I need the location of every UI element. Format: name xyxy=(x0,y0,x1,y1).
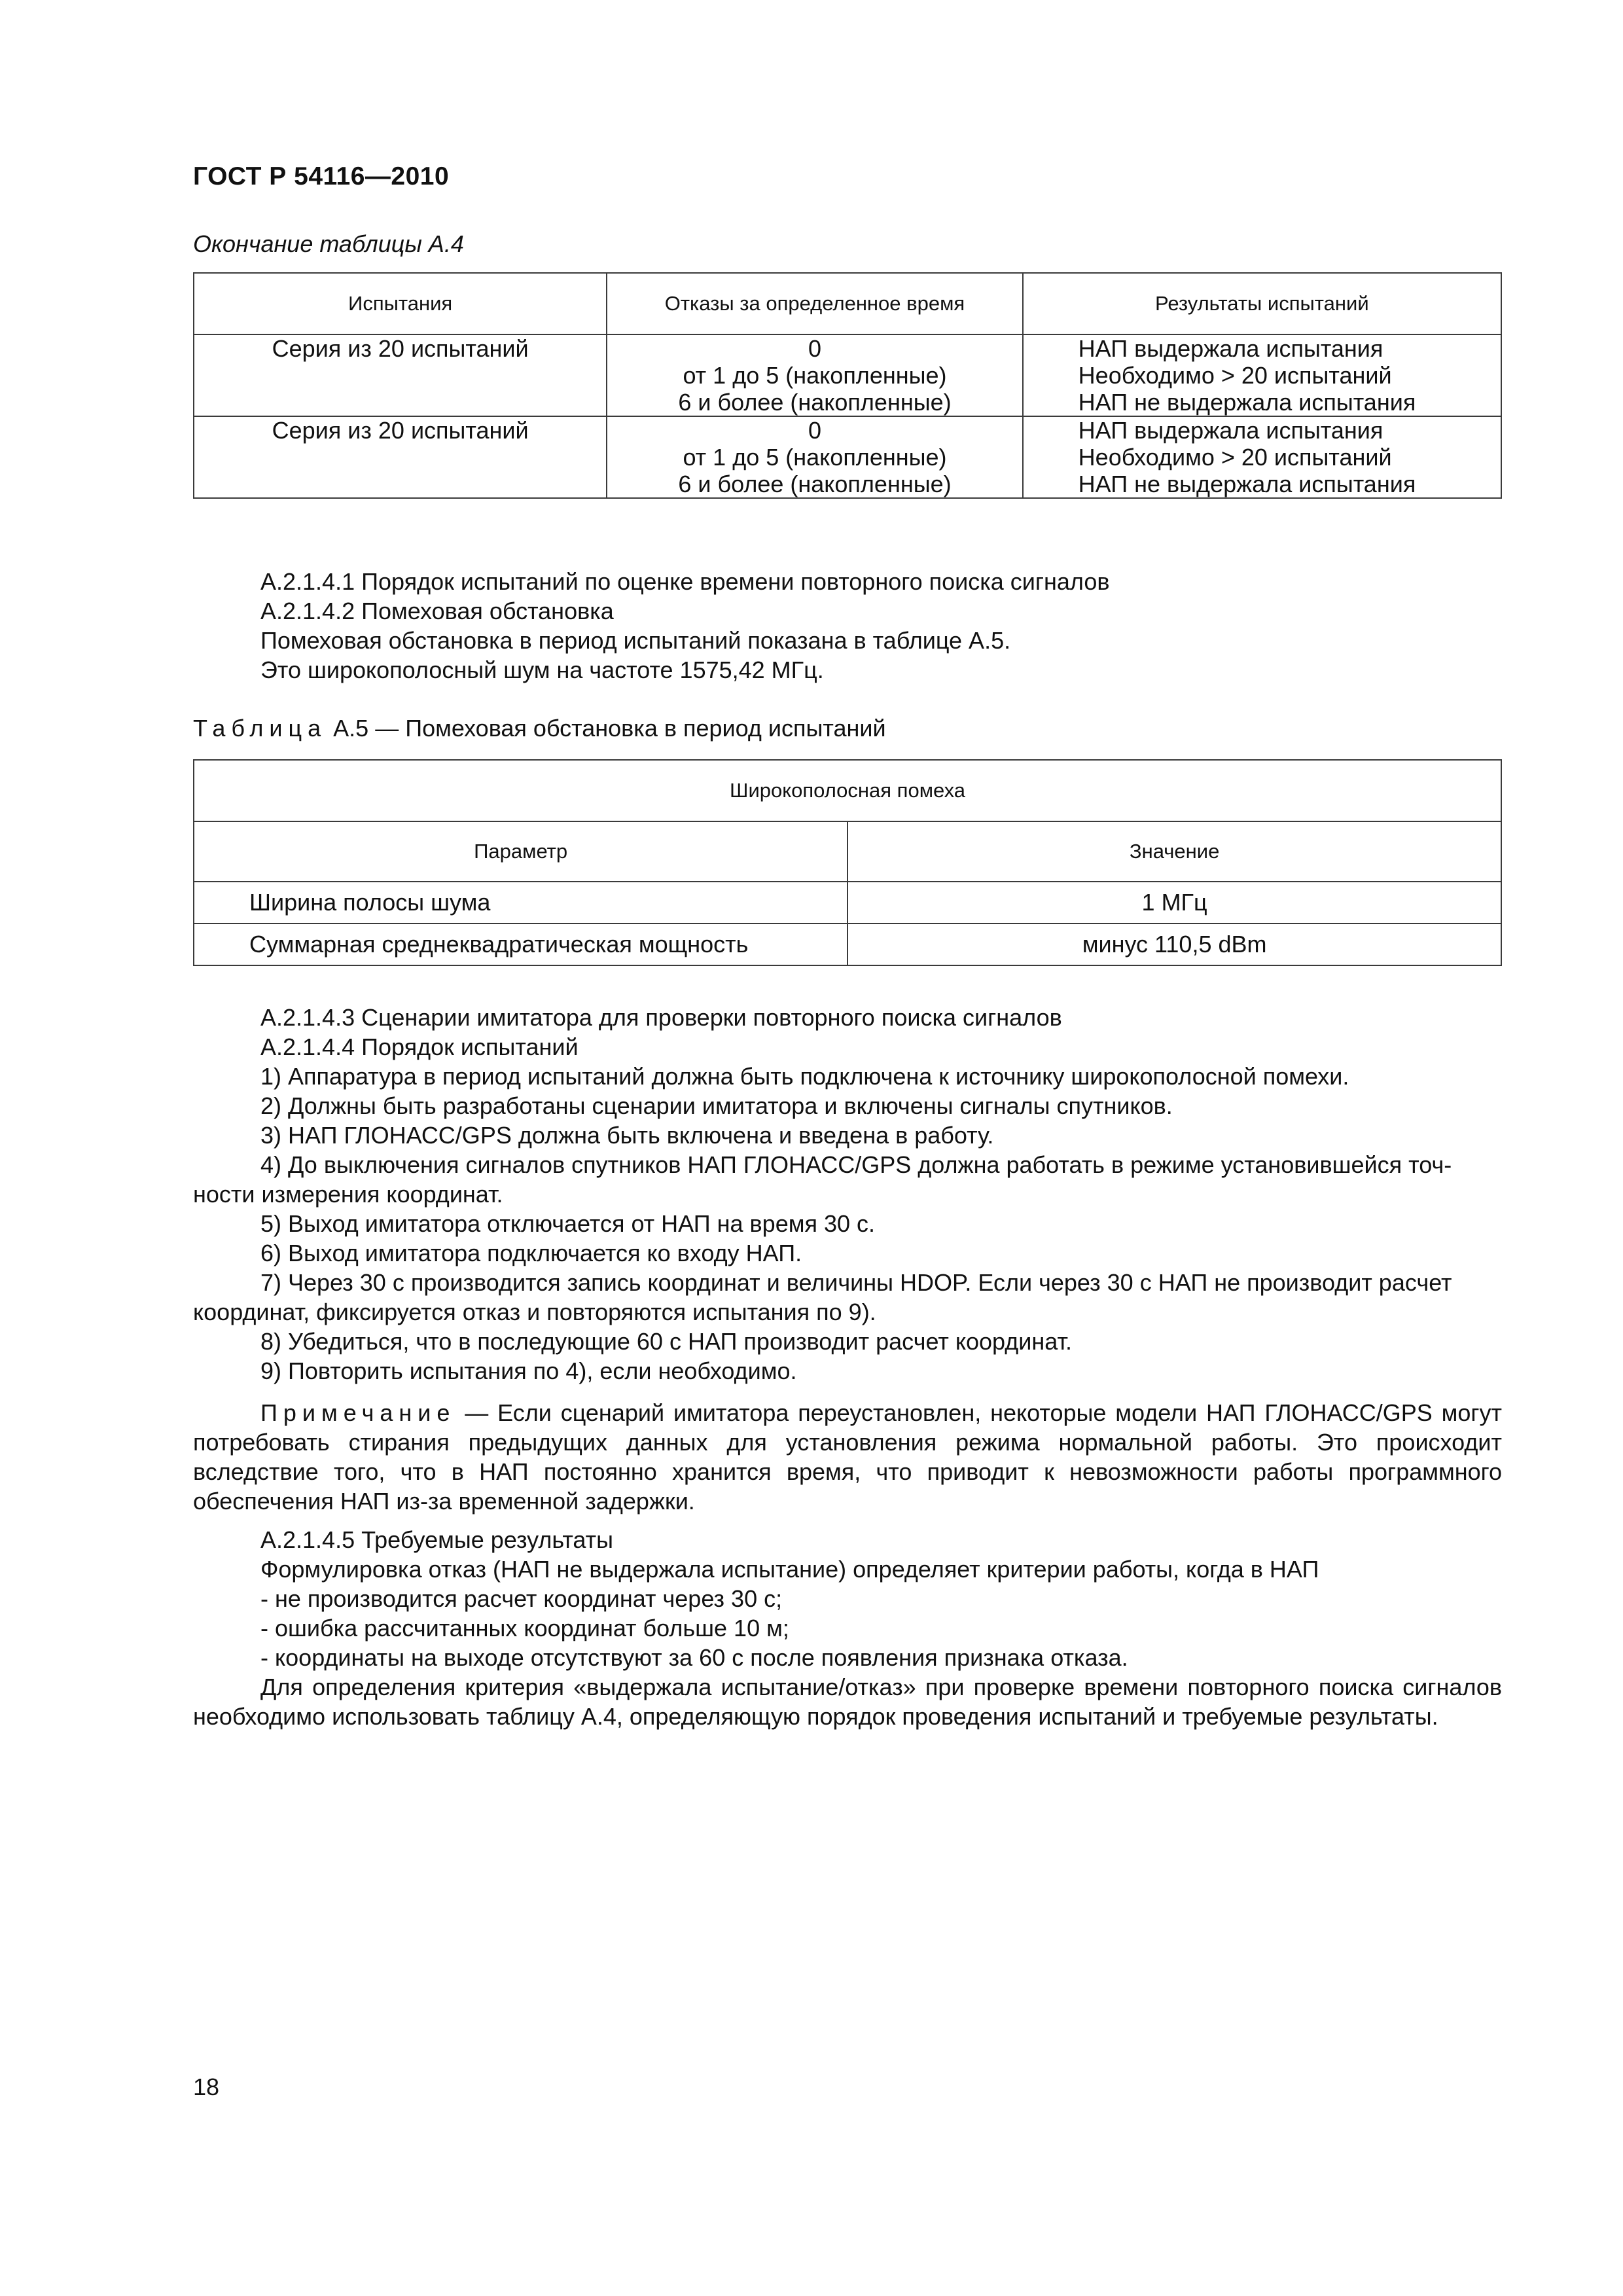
table-cell xyxy=(1023,334,1501,416)
table-cell: Серия из 20 испытаний xyxy=(194,416,607,498)
cell-line: 6 и более (накопленные) xyxy=(678,389,952,416)
cell-line: Необходимо > 20 испытаний xyxy=(1078,444,1392,471)
cell-line: от 1 до 5 (накопленные) xyxy=(683,444,947,471)
document-code: ГОСТ Р 54116—2010 xyxy=(193,162,450,190)
span-header: Широкополосная помеха xyxy=(194,760,1501,821)
paragraph: Помеховая обстановка в период испытаний показана в таблице А.5. xyxy=(260,627,1011,654)
note-paragraph xyxy=(193,1398,1502,1516)
cell-line: 0 xyxy=(808,335,821,362)
table-row xyxy=(194,924,1501,965)
cell-line: 6 и более (накопленные) xyxy=(678,471,952,497)
paragraph: Формулировка отказ (НАП не выдержала испытание) определяет критерии работы, когда в НАП xyxy=(260,1556,1319,1583)
section-heading: А.2.1.4.3 Сценарии имитатора для проверки повторного поиска сигналов xyxy=(260,1004,1062,1031)
list-item-continuation: ности измерения координат. xyxy=(193,1181,503,1208)
table-row xyxy=(194,882,1501,924)
column-header: Значение xyxy=(847,821,1501,882)
table-span-header-row xyxy=(194,760,1501,821)
table-title-text: А.5 — Помеховая обстановка в период испытаний xyxy=(327,715,886,742)
list-item: 2) Должны быть разработаны сценарии имитатора и включены сигналы спутников. xyxy=(260,1092,1173,1119)
list-item: 4) До выключения сигналов спутников НАП ГЛОНАСС/GPS должна работать в режиме установившейся точ- xyxy=(260,1151,1452,1178)
list-item: 1) Аппаратура в период испытаний должна быть подключена к источнику широкополосной помехи. xyxy=(260,1063,1349,1090)
page-number: 18 xyxy=(193,2073,220,2100)
list-item: 3) НАП ГЛОНАСС/GPS должна быть включена и введена в работу. xyxy=(260,1122,994,1149)
cell-line: НАП выдержала испытания xyxy=(1078,335,1383,362)
section-heading: А.2.1.4.4 Порядок испытаний xyxy=(260,1033,579,1060)
bullet-item: - не производится расчет координат через 30 с; xyxy=(260,1585,783,1612)
table-cell xyxy=(1023,416,1501,498)
table-cell xyxy=(607,416,1022,498)
list-item: 9) Повторить испытания по 4), если необходимо. xyxy=(260,1357,797,1384)
table-header-row xyxy=(194,821,1501,882)
table-cell: минус 110,5 dBm xyxy=(847,924,1501,965)
table-row xyxy=(194,416,1501,498)
list-item: 8) Убедиться, что в последующие 60 с НАП производит расчет координат. xyxy=(260,1328,1072,1355)
list-item: 7) Через 30 с производится запись координат и величины HDOP. Если через 30 с НАП не производит расчет xyxy=(260,1269,1452,1296)
closing-paragraph: Для определения критерия «выдержала испытание/отказ» при проверке времени повторного поиска сигналов необходимо использовать таблицу А.4, определяющую порядок проведения испытаний и требуемые результаты. xyxy=(193,1674,1502,1730)
cell-line: 0 xyxy=(808,417,821,444)
list-item: 6) Выход имитатора подключается ко входу НАП. xyxy=(260,1240,802,1266)
cell-line: НАП не выдержала испытания xyxy=(1078,471,1416,497)
table-row xyxy=(194,334,1501,416)
column-header: Результаты испытаний xyxy=(1023,273,1501,334)
table-cell: Ширина полосы шума xyxy=(194,882,847,924)
column-header: Отказы за определенное время xyxy=(607,273,1022,334)
table-label: Таблица xyxy=(193,715,327,742)
table-cell xyxy=(607,334,1022,416)
section-heading: А.2.1.4.1 Порядок испытаний по оценке времени повторного поиска сигналов xyxy=(260,568,1110,595)
list-item: 5) Выход имитатора отключается от НАП на время 30 с. xyxy=(260,1210,876,1237)
cell-line: от 1 до 5 (накопленные) xyxy=(683,362,947,389)
table-cell: Серия из 20 испытаний xyxy=(194,334,607,416)
column-header: Испытания xyxy=(194,273,607,334)
table-a5 xyxy=(193,759,1502,966)
cell-line: НАП выдержала испытания xyxy=(1078,417,1383,444)
table-a5-title xyxy=(193,715,886,742)
section-heading: А.2.1.4.2 Помеховая обстановка xyxy=(260,598,614,624)
table-a4 xyxy=(193,272,1502,499)
table-cell: Суммарная среднеквадратическая мощность xyxy=(194,924,847,965)
table-header-row xyxy=(194,273,1501,334)
bullet-item: - ошибка рассчитанных координат больше 10 м; xyxy=(260,1615,789,1641)
cell-line: Необходимо > 20 испытаний xyxy=(1078,362,1392,389)
column-header: Параметр xyxy=(194,821,847,882)
note-text: — Если сценарий имитатора переустановлен, некоторые модели НАП ГЛОНАСС/GPS могут потребовать стирания предыдущих данных для установления режима нормальной работы. Это происходит вследствие того, что в НАП постоянно хранится время, что приводит к невозможности работы программного обеспечения НАП из-за временной задержки. xyxy=(193,1399,1502,1515)
cell-line: НАП не выдержала испытания xyxy=(1078,389,1416,416)
paragraph: Это широкополосный шум на частоте 1575,42 МГц. xyxy=(260,656,824,683)
table-cell: 1 МГц xyxy=(847,882,1501,924)
bullet-item: - координаты на выходе отсутствуют за 60 с после появления признака отказа. xyxy=(260,1644,1128,1671)
list-item-continuation: координат, фиксируется отказ и повторяются испытания по 9). xyxy=(193,1299,876,1325)
section-heading: А.2.1.4.5 Требуемые результаты xyxy=(260,1526,613,1553)
note-label: Примечание xyxy=(260,1399,456,1426)
table-a4-caption: Окончание таблицы А.4 xyxy=(193,230,464,257)
